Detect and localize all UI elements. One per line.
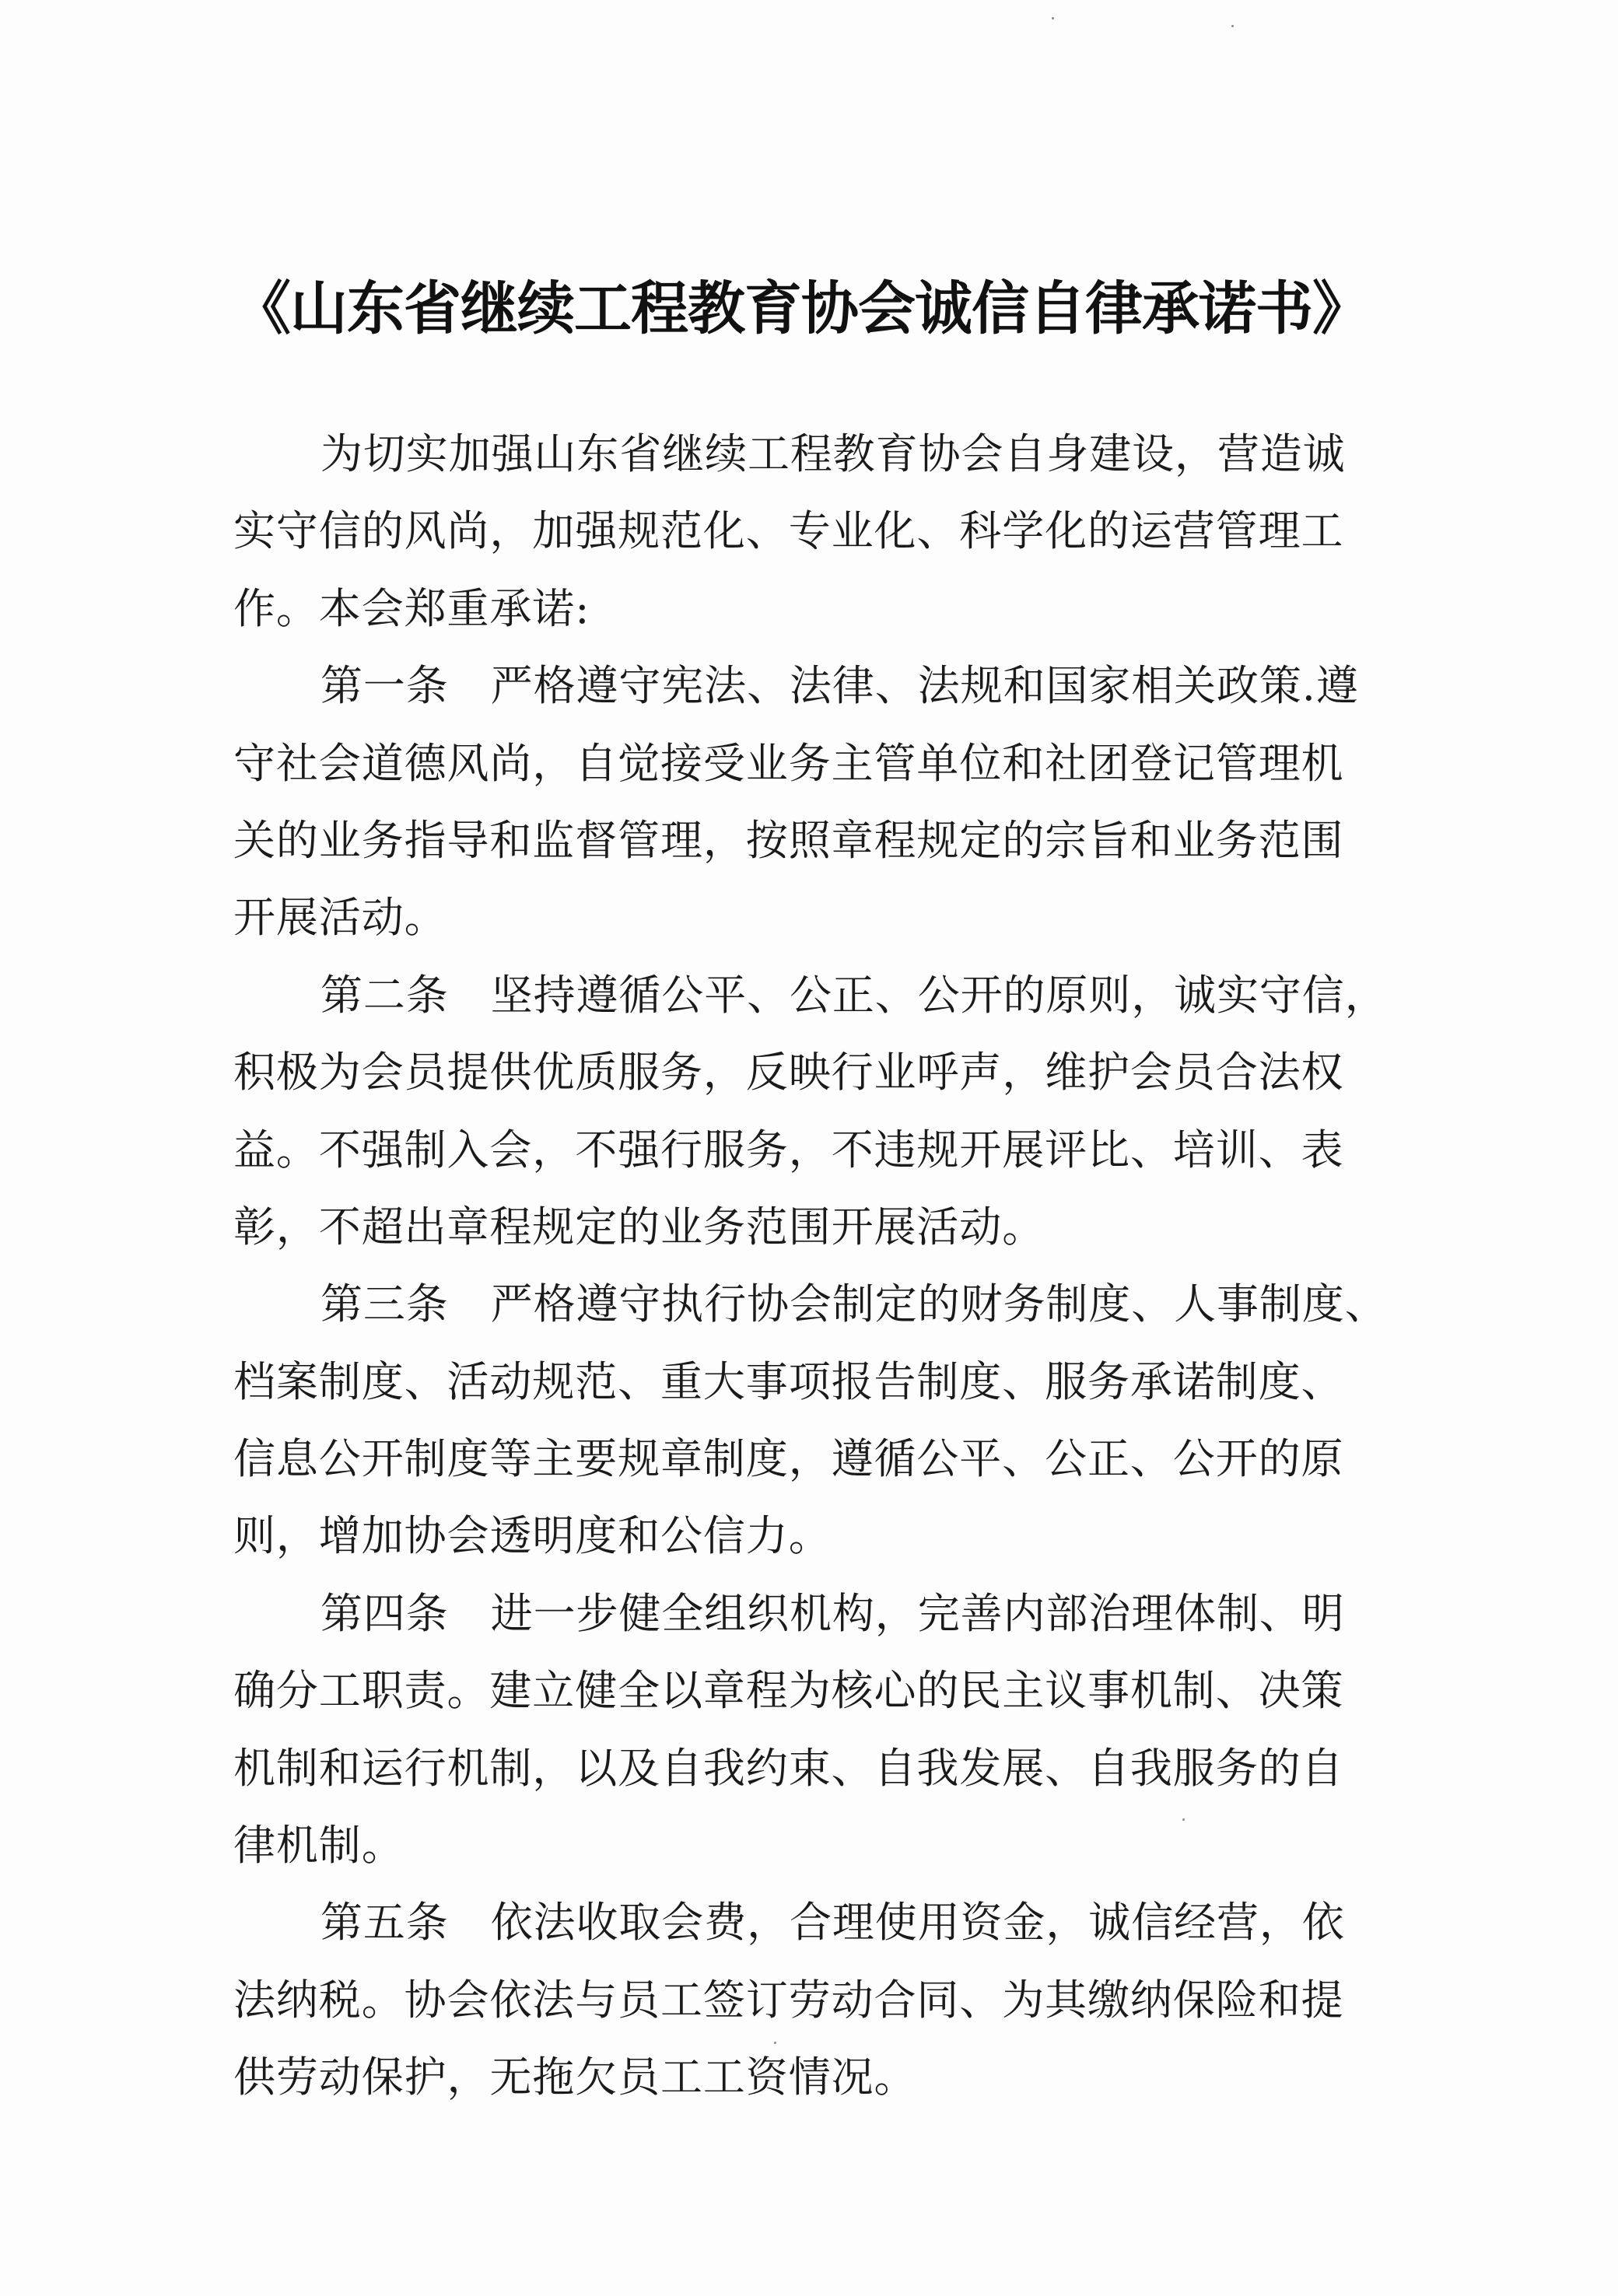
preamble-line: 作。本会郑重承诺: [233, 583, 590, 633]
article-2-line: 积极为会员提供优质服务，反映行业呼声，维护会员合法权 [233, 1048, 1344, 1097]
article-3-text: 严格遵守执行协会制定的财务制度、人事制度、 [490, 1279, 1388, 1329]
article-3-line: 档案制度、活动规范、重大事项报告制度、服务承诺制度、 [233, 1356, 1344, 1406]
article-2-text: 坚持遵循公平、公正、公开的原则，诚实守信， [490, 970, 1388, 1020]
article-3-line: 信息公开制度等主要规章制度，遵循公平、公正、公开的原 [233, 1434, 1344, 1484]
article-5-text: 依法收取会费，合理使用资金，诚信经营，依 [490, 1898, 1345, 1948]
article-5-label: 第五条 [320, 1898, 449, 1948]
article-4-label: 第四条 [320, 1588, 449, 1638]
article-1-line: 开展活动。 [233, 893, 447, 943]
article-2-line: 彰，不超出章程规定的业务范围开展活动。 [233, 1202, 1045, 1251]
article-4-line: 机制和运行机制，以及自我约束、自我发展、自我服务的自 [233, 1743, 1344, 1793]
article-4-line: 确分工职责。建立健全以章程为核心的民主议事机制、决策 [233, 1666, 1344, 1716]
article-5-first-line [233, 1884, 1385, 1961]
article-4-text: 进一步健全组织机构，完善内部治理体制、明 [490, 1588, 1345, 1638]
article-3-line: 则，增加协会透明度和公信力。 [233, 1511, 832, 1561]
article-2-line: 益。不强制入会，不强行服务，不违规开展评比、培训、表 [233, 1125, 1344, 1174]
article-1-label: 第一条 [320, 661, 449, 711]
document-body [233, 415, 1388, 2116]
article-1-line: 守社会道德风尚，自觉接受业务主管单位和社团登记管理机 [233, 738, 1344, 788]
article-1-text: 严格遵守宪法、法律、法规和国家相关政策.遵 [490, 661, 1359, 711]
article-1-line: 关的业务指导和监督管理，按照章程规定的宗旨和业务范围 [233, 815, 1344, 865]
article-4-line: 律机制。 [233, 1821, 404, 1871]
article-2-label: 第二条 [320, 970, 449, 1020]
article-3-label: 第三条 [320, 1279, 449, 1329]
article-2-first-line [233, 957, 1388, 1034]
document-title: 《山东省继续工程教育协会诚信自律承诺书》 [233, 275, 1369, 342]
article-3-first-line [233, 1265, 1388, 1342]
scan-speck [1182, 1818, 1185, 1821]
article-4-first-line [233, 1575, 1385, 1652]
article-5-line: 供劳动保护，无拖欠员工工资情况。 [233, 2053, 917, 2102]
article-5-line: 法纳税。协会依法与员工签订劳动合同、为其缴纳保险和提 [233, 1975, 1344, 2025]
scan-speck [774, 2042, 776, 2044]
scan-speck [1052, 17, 1054, 19]
preamble-line: 为切实加强山东省继续工程教育协会自身建设，营造诚 [320, 429, 1346, 478]
scan-speck [1231, 25, 1234, 27]
preamble-line: 实守信的风尚，加强规范化、专业化、科学化的运营管理工 [233, 506, 1344, 556]
article-1-first-line [233, 647, 1385, 724]
